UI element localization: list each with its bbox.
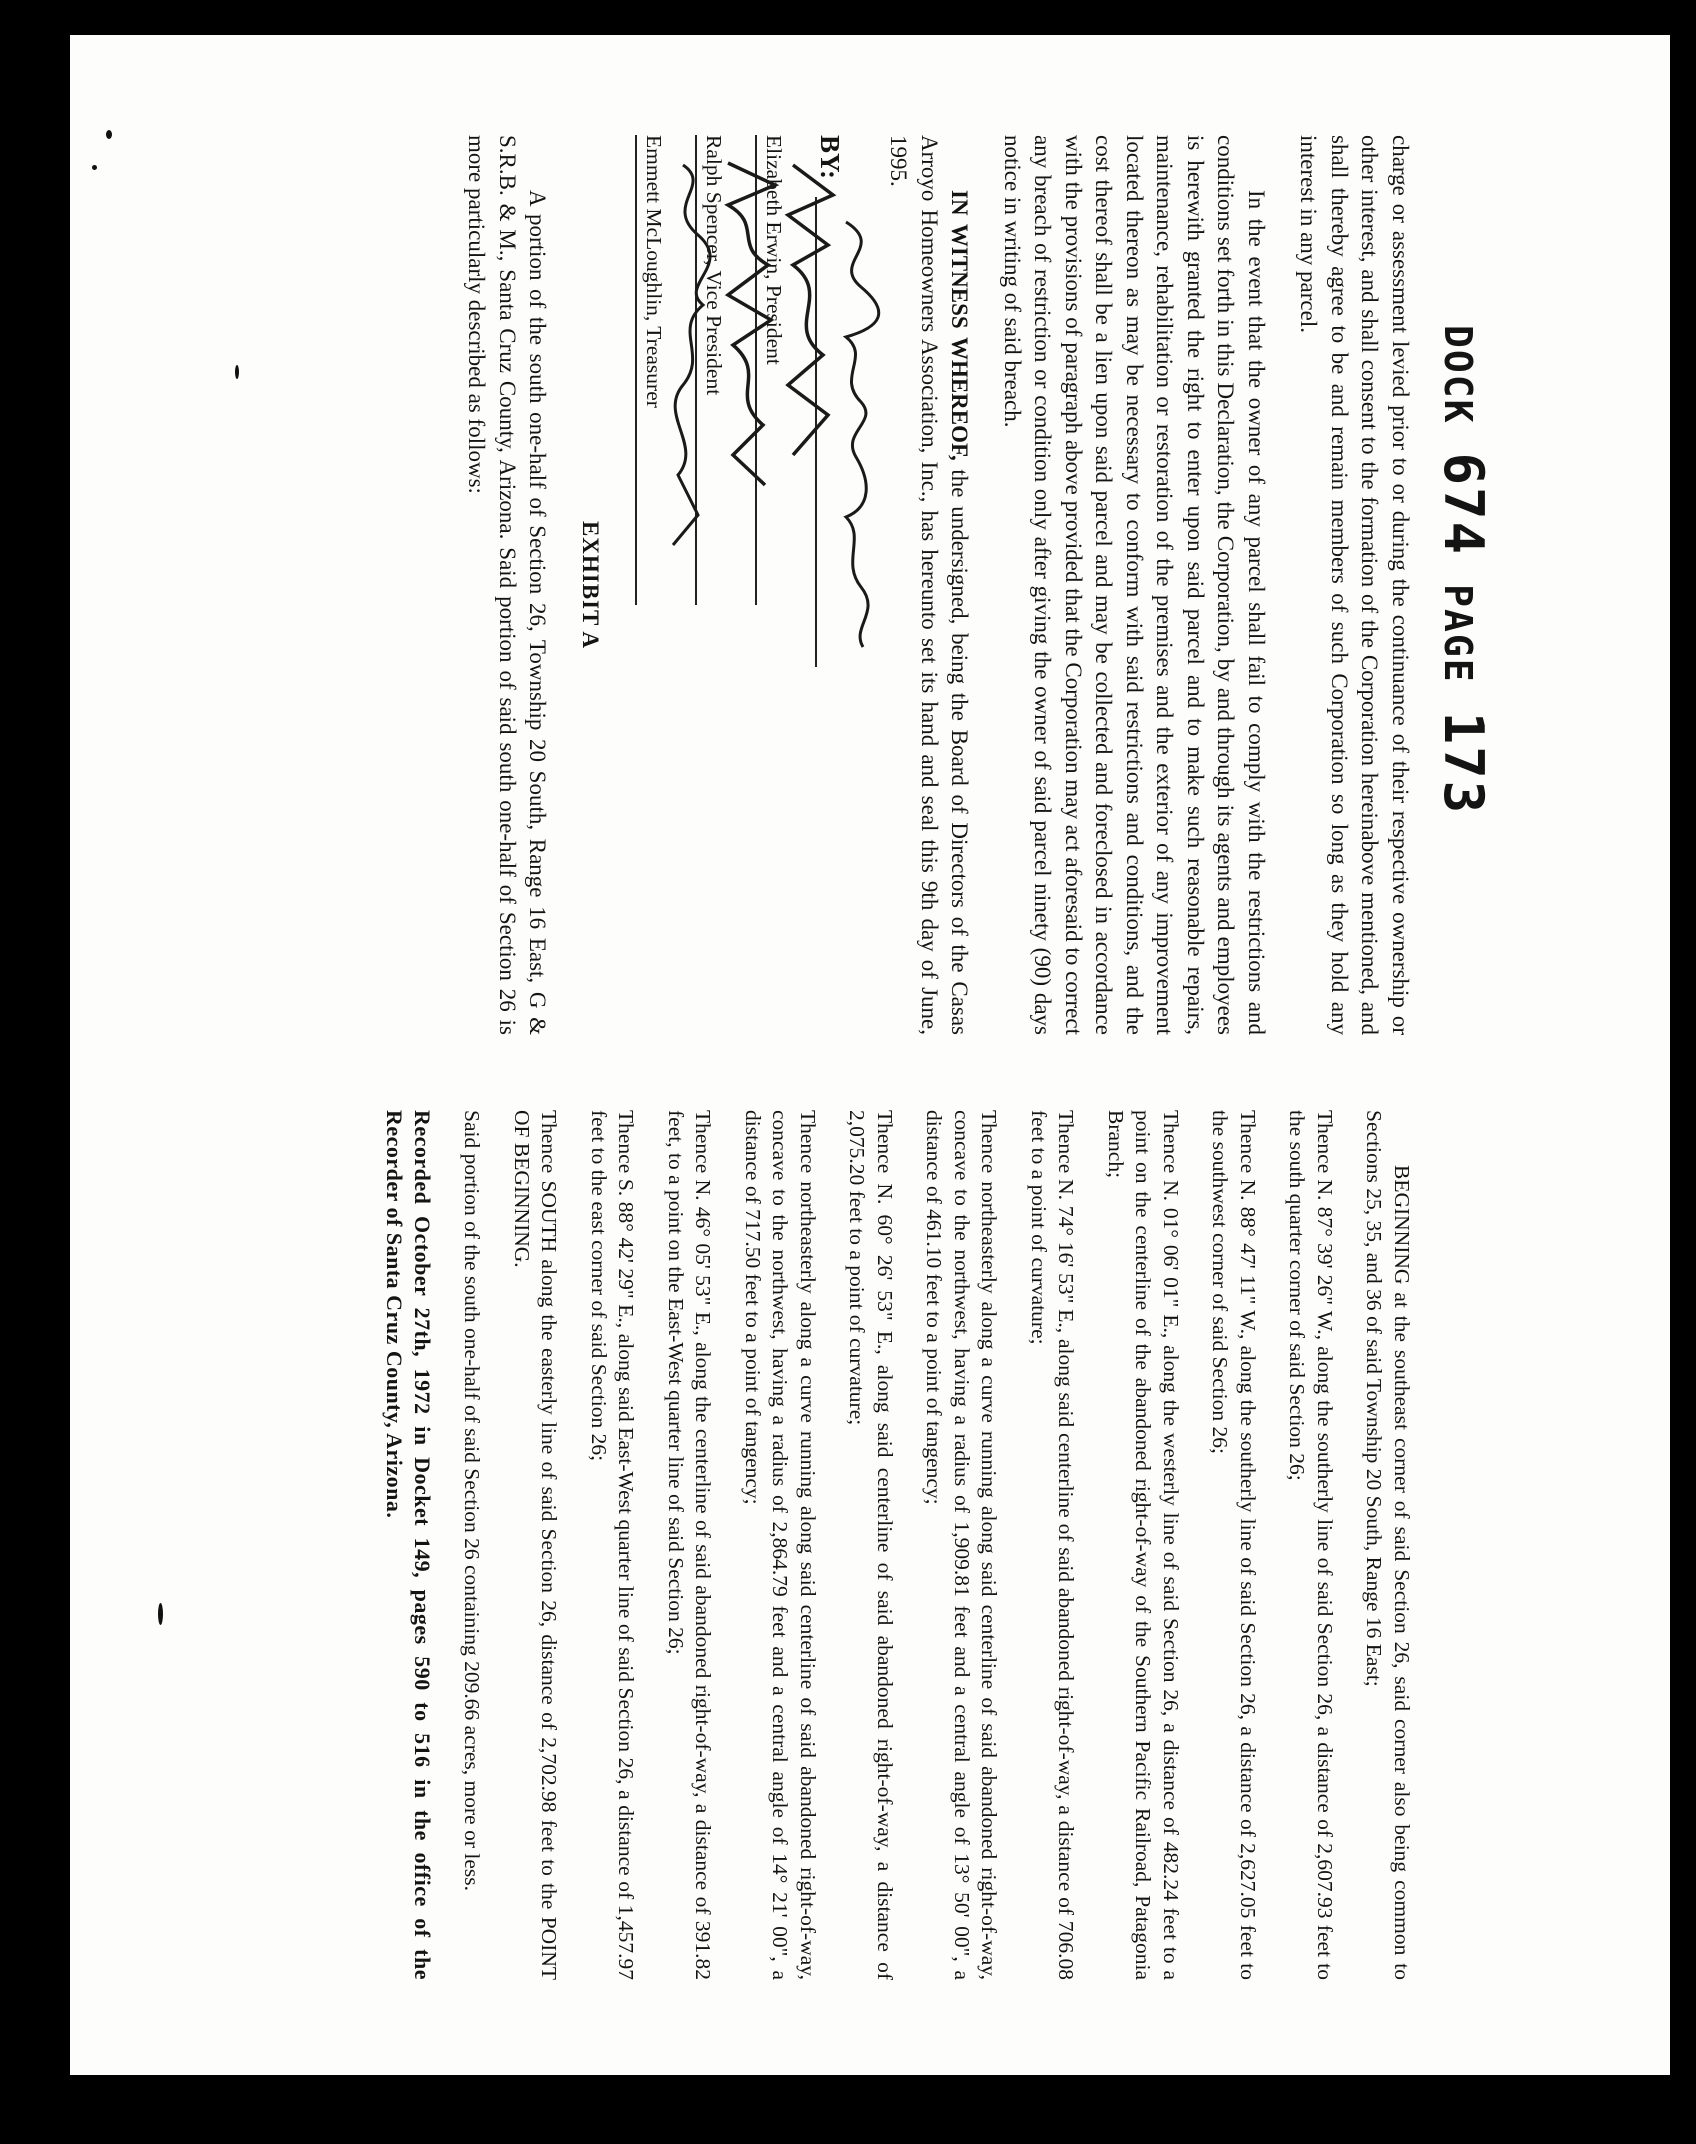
assessment-paragraph: charge or assessment levied prior to or during the continuance of their respective ownership or other interest, and shall consent to the formation of the Corporation hereinabove mentioned, and shall thereby agree to be and remain members of such Corporation so long as they hold any interest in any parcel. (1296, 135, 1413, 1035)
legal-description-paragraph: Thence northeasterly along a curve running along said centerline of said abandoned right-of-way, concave to the northwest, having a radius of 2,864.79 feet and a central angle of 14° 21' 00", a distance of 717.50 feet to a point of tangency; (741, 1110, 820, 1980)
witness-text: the undersigned, being the Board of Directors of the Casas Arroyo Homeowners Association, Inc., has hereunto set its hand and seal this 9th day of June, 1995. (886, 135, 973, 1035)
recording-header (1432, 325, 1495, 815)
signer-name: Ralph Spencer, Vice President (702, 135, 727, 396)
page-number: 173 (1432, 711, 1495, 816)
exhibit-title: EXHIBIT A (578, 520, 603, 650)
legal-description-paragraph: BEGINNING at the southeast corner of said Section 26, said corner also being common to Sections 25, 35, and 36 of said Township 20 South, Range 16 East; (1362, 1110, 1414, 1980)
signer-name: Emmett McLoughlin, Treasurer (642, 135, 667, 408)
legal-description-paragraph: Thence N. 74° 16' 53" E., along said centerline of said abandoned right-of-way, a distance of 706.08 feet to a point of curvature; (1027, 1110, 1079, 1980)
legal-description-paragraph: Thence SOUTH along the easterly line of said Section 26, distance of 2,702.98 feet to the POINT OF BEGINNING. (510, 1110, 562, 1980)
witness-paragraph (883, 135, 975, 1035)
legal-description-paragraph: Thence S. 88° 42' 29" E., along said East-West quarter line of said Section 26, a distance of 1,457.97 feet to the east corner of said Section 26; (587, 1110, 639, 1980)
right-column (359, 1110, 1415, 1980)
scan-speck (235, 365, 239, 379)
recording-reference: Recorded October 27th, 1972 in Docket 149, pages 590 to 516 in the office of the Recorder of Santa Cruz County, Arizona. (382, 1110, 435, 1980)
exhibit-description: A portion of the south one-half of Section 26, Township 20 South, Range 16 East, G & S.R.B. & M., Santa Cruz County, Arizona. Said portion of said south one-half of Section 26 is more particularly described as follows: (464, 135, 551, 1035)
signer-name: Elizabeth Erwin, President (762, 135, 787, 365)
page-label: PAGE (1436, 584, 1480, 684)
legal-description-paragraph: Said portion of the south one-half of said Section 26 containing 209.66 acres, more or less. (460, 1110, 485, 1892)
legal-description-paragraph: Thence N. 88° 47' 11" W., along the southerly line of said Section 26, a distance of 2,627.05 feet to the southwest corner of said Section 26; (1208, 1110, 1260, 1980)
scan-speck (106, 130, 112, 139)
witness-lead: IN WITNESS WHEREOF, (947, 190, 973, 461)
scan-speck (92, 165, 97, 170)
legal-description-paragraph: Thence N. 01° 06' 01" E., along the westerly line of said Section 26, a distance of 482.24 feet to a point on the centerline of the abandoned right-of-way of the Southern Pacific Railroad, Patagonia Branch; (1104, 1110, 1183, 1980)
legal-description-paragraph: Thence N. 60° 26' 53" E., along said centerline of said abandoned right-of-way, a distance of 2,075.20 feet to a point of curvature; (845, 1110, 897, 1980)
document-sheet (70, 35, 1670, 2075)
book-number: 674 (1432, 452, 1495, 557)
left-column (439, 135, 1415, 1035)
by-label: BY: (815, 135, 846, 180)
default-paragraph: In the event that the owner of any parcel shall fail to comply with the restrictions and conditions set forth in this Declaration, the Corporation, by and through its agents and employees is herewith granted the right to enter upon said parcel and to make such reasonable repairs, maintenance, rehabilitation or restoration of the premises and the exterior of any improvement located thereon as may be necessary to conform with said restrictions and conditions, and the cost thereof shall be a lien upon said parcel and may be collected and foreclosed in accordance with the provisions of paragraph above provided that the Corporation may act aforesaid to correct any breach of restriction or condition only after giving the owner of said parcel ninety (90) days notice in writing of said breach. (1000, 135, 1269, 1035)
rotated-page (70, 35, 1670, 2075)
legal-description-paragraph: Thence N. 87° 39' 26" W., along the southerly line of said Section 26, a distance of 2,607.93 feet to the south quarter corner of said Section 26; (1285, 1110, 1337, 1980)
legal-description-paragraph: Thence N. 46° 05' 53" E., along the centerline of said abandoned right-of-way, a distance of 391.82 feet, to a point on the East-West quarter line of said Section 26; (664, 1110, 716, 1980)
scan-speck (158, 1603, 163, 1625)
legal-description-paragraph: Thence northeasterly along a curve running along said centerline of said abandoned right-of-way, concave to the northwest, having a radius of 1,909.81 feet and a central angle of 13° 50' 00", a distance of 461.10 feet to a point of tangency; (922, 1110, 1002, 1980)
book-label: DOCK (1436, 325, 1480, 425)
signer-treasurer (635, 135, 693, 605)
